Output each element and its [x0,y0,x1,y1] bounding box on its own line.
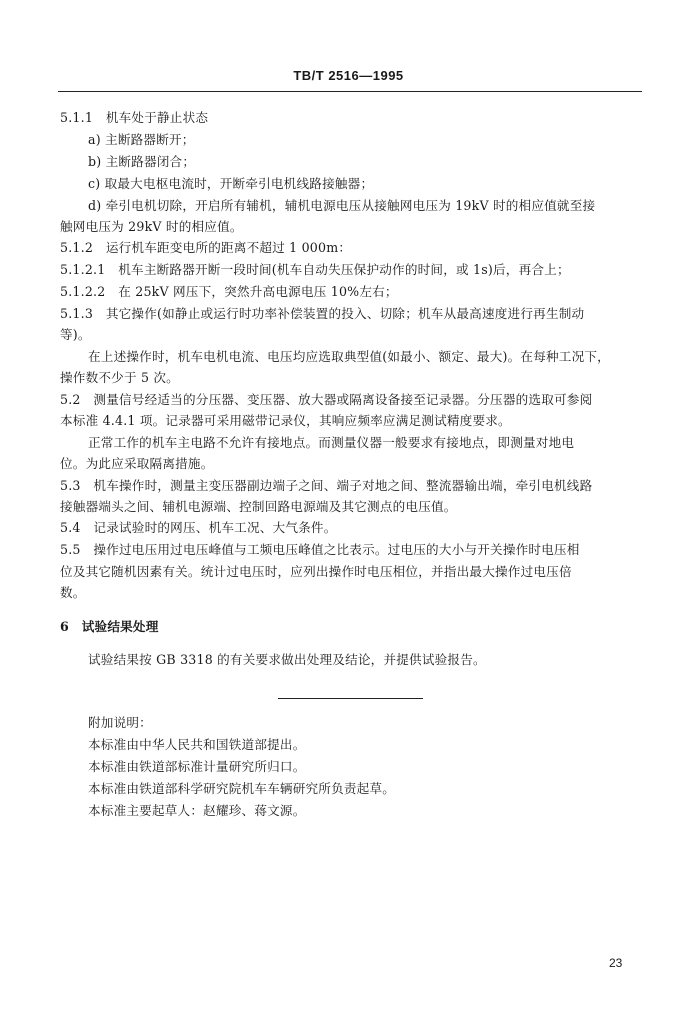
clause-5-1-2-1: 5.1.2.1 机车主断路器开断一段时间(机车自动失压保护动作的时间，或 1s)后，再合上； [60,262,570,277]
clause-5-2-line1: 5.2 测量信号经适当的分压器、变压器、放大器或隔离设备接至记录器。分压器的选取可参阅 [60,392,593,407]
clause-5-2-line2: 本标准 4.4.1 项。记录器可采用磁带记录仪，其响应频率应满足测试精度要求。 [60,413,511,428]
appendix-line-3: 本标准由铁道部科学研究院机车车辆研究所负责起草。 [88,781,396,796]
clause-5-5-line2: 位及其它随机因素有关。统计过电压时，应列出操作时电压相位，并指出最大操作过电压倍 [60,564,572,579]
clause-5-1-3-line2: 等)。 [60,327,91,342]
paragraph-grounding-line1: 正常工作的机车主电路不允许有接地点。而测量仪器一般要求有接地点，即测量对地电 [88,435,575,450]
appendix-divider [278,698,423,699]
item-d-line2: 触网电压为 29kV 时的相应值。 [60,219,243,234]
header-rule [58,91,642,92]
paragraph-operations-line2: 操作数不少于 5 次。 [60,370,179,385]
page-number: 23 [609,956,623,970]
clause-5-5-line1: 5.5 操作过电压用过电压峰值与工频电压峰值之比表示。过电压的大小与开关操作时电压相 [60,542,580,557]
item-a: a) 主断路器断开； [88,132,195,147]
clause-5-4: 5.4 记录试验时的网压、机车工况、大气条件。 [60,520,337,535]
paragraph-operations-line1: 在上述操作时，机车电机电流、电压均应选取典型值(如最小、额定、最大)。在每种工况下， [88,349,610,364]
clause-5-1-3-line1: 5.1.3 其它操作(如静止或运行时功率补偿装置的投入、切除；机车从最高速度进行再生制动 [60,306,585,321]
clause-5-1-2: 5.1.2 运行机车距变电所的距离不超过 1 000m： [60,240,352,255]
item-d-line1: d) 牵引电机切除，开启所有辅机，辅机电源电压从接触网电压为 19kV 时的相应值就至接 [88,198,596,213]
clause-5-1-1: 5.1.1 机车处于静止状态 [60,110,209,125]
clause-5-5-line3: 数。 [60,585,86,600]
clause-5-1-2-2: 5.1.2.2 在 25kV 网压下，突然升高电源电压 10%左右； [60,284,398,299]
section-6-text: 试验结果按 GB 3318 的有关要求做出处理及结论，并提供试验报告。 [88,652,486,667]
clause-5-3-line2: 接触器端头之间、辅机电源端、控制回路电源端及其它测点的电压值。 [60,499,457,514]
standard-code-header: TB/T 2516—1995 [293,68,404,83]
appendix-line-2: 本标准由铁道部标准计量研究所归口。 [88,759,306,774]
item-c: c) 取最大电枢电流时，开断牵引电机线路接触器； [88,176,374,191]
clause-5-3-line1: 5.3 机车操作时，测量主变压器副边端子之间、端子对地之间、整流器输出端，牵引电机线路 [60,478,593,493]
paragraph-grounding-line2: 位。为此应采取隔离措施。 [60,456,214,471]
section-6-heading: 6 试验结果处理 [60,619,159,634]
appendix-line-1: 本标准由中华人民共和国铁道部提出。 [88,737,306,752]
item-b: b) 主断路器闭合； [88,154,196,169]
appendix-title: 附加说明： [88,715,152,730]
appendix-line-4: 本标准主要起草人：赵耀珍、蒋文源。 [88,803,306,818]
